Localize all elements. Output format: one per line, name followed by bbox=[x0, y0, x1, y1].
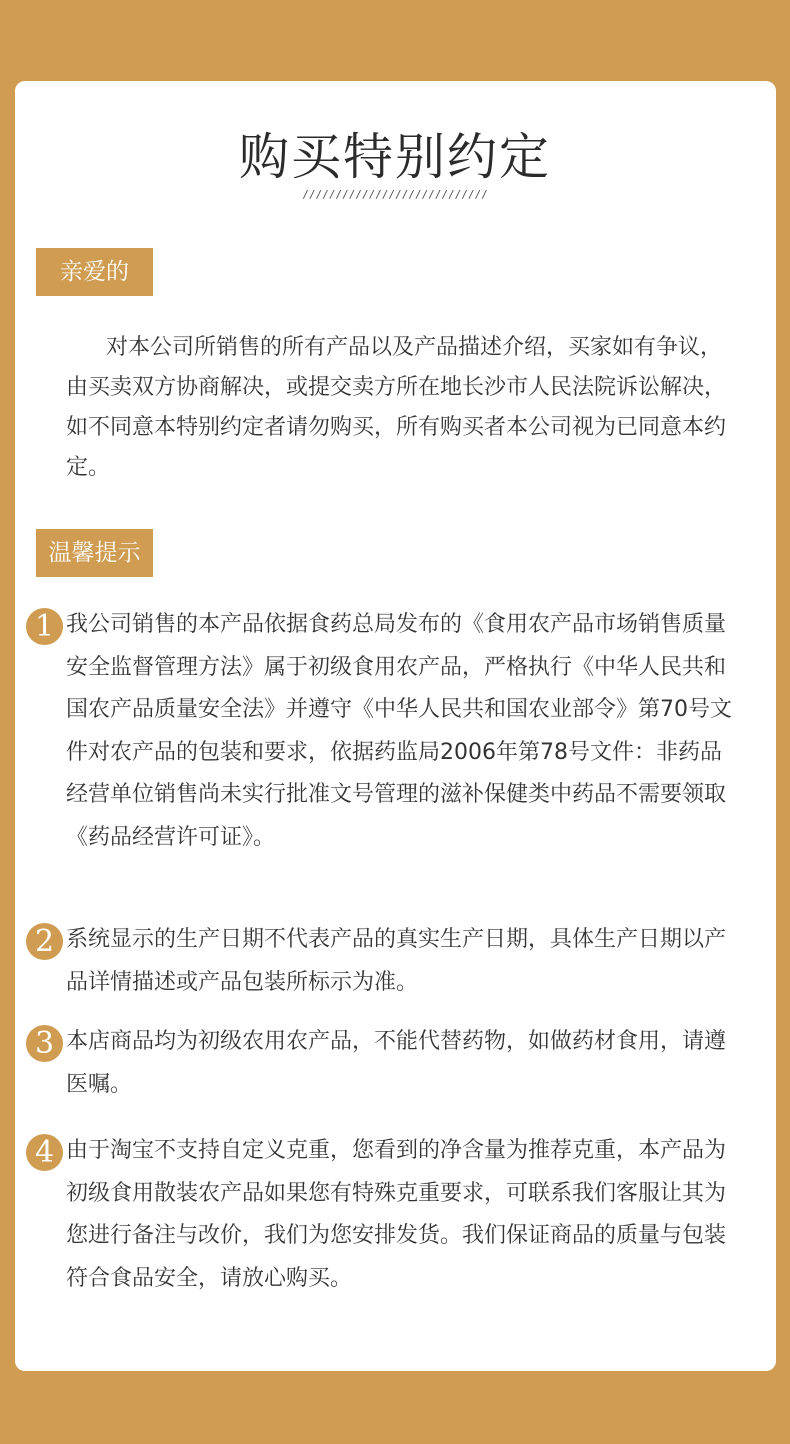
number-badge-4: 4 bbox=[26, 1134, 63, 1171]
page-title: 购买特别约定 bbox=[239, 128, 551, 186]
section-tag-dear: 亲爱的 bbox=[36, 248, 153, 296]
number-badge-3: 3 bbox=[26, 1025, 63, 1062]
section-tag-tips: 温馨提示 bbox=[36, 529, 153, 577]
tip-item-3: 本店商品均为初级农用农产品，不能代替药物，如做药材食用，请遵医嘱。 bbox=[66, 1029, 727, 1097]
number-badge-2: 2 bbox=[26, 923, 63, 960]
tip-item-1: 我公司销售的本产品依据食药总局发布的《食用农产品市场销售质量安全监督管理方法》属于初级食用农产品，严格执行《中华人民共和国农产品质量安全法》并遵守《中华人民共和国农业部令》第70号文件对农产品的包装和要求，依据药监局2006年第78号文件：非药品经营单位销售尚未实行批准文号管理的滋补保健类中药品不需要领取《药品经营许可证》。 bbox=[66, 612, 732, 850]
number-badge-1: 1 bbox=[26, 608, 63, 645]
tip-item-2: 系统显示的生产日期不代表产品的真实生产日期，具体生产日期以产品详情描述或产品包装所标示为准。 bbox=[66, 927, 727, 995]
intro-paragraph: 对本公司所销售的所有产品以及产品描述介绍，买家如有争议，由买卖双方协商解决，或提交卖方所在地长沙市人民法院诉讼解决，如不同意本特别约定者请勿购买，所有购买者本公司视为已同意本约定。 bbox=[66, 335, 727, 480]
tip-item-4: 由于淘宝不支持自定义克重，您看到的净含量为推荐克重，本产品为初级食用散装农产品如果您有特殊克重要求，可联系我们客服让其为您进行备注与改价，我们为您安排发货。我们保证商品的质量与包装符合食品安全，请放心购买。 bbox=[66, 1138, 727, 1291]
title-decoration: //////////////////////////// bbox=[302, 188, 488, 201]
